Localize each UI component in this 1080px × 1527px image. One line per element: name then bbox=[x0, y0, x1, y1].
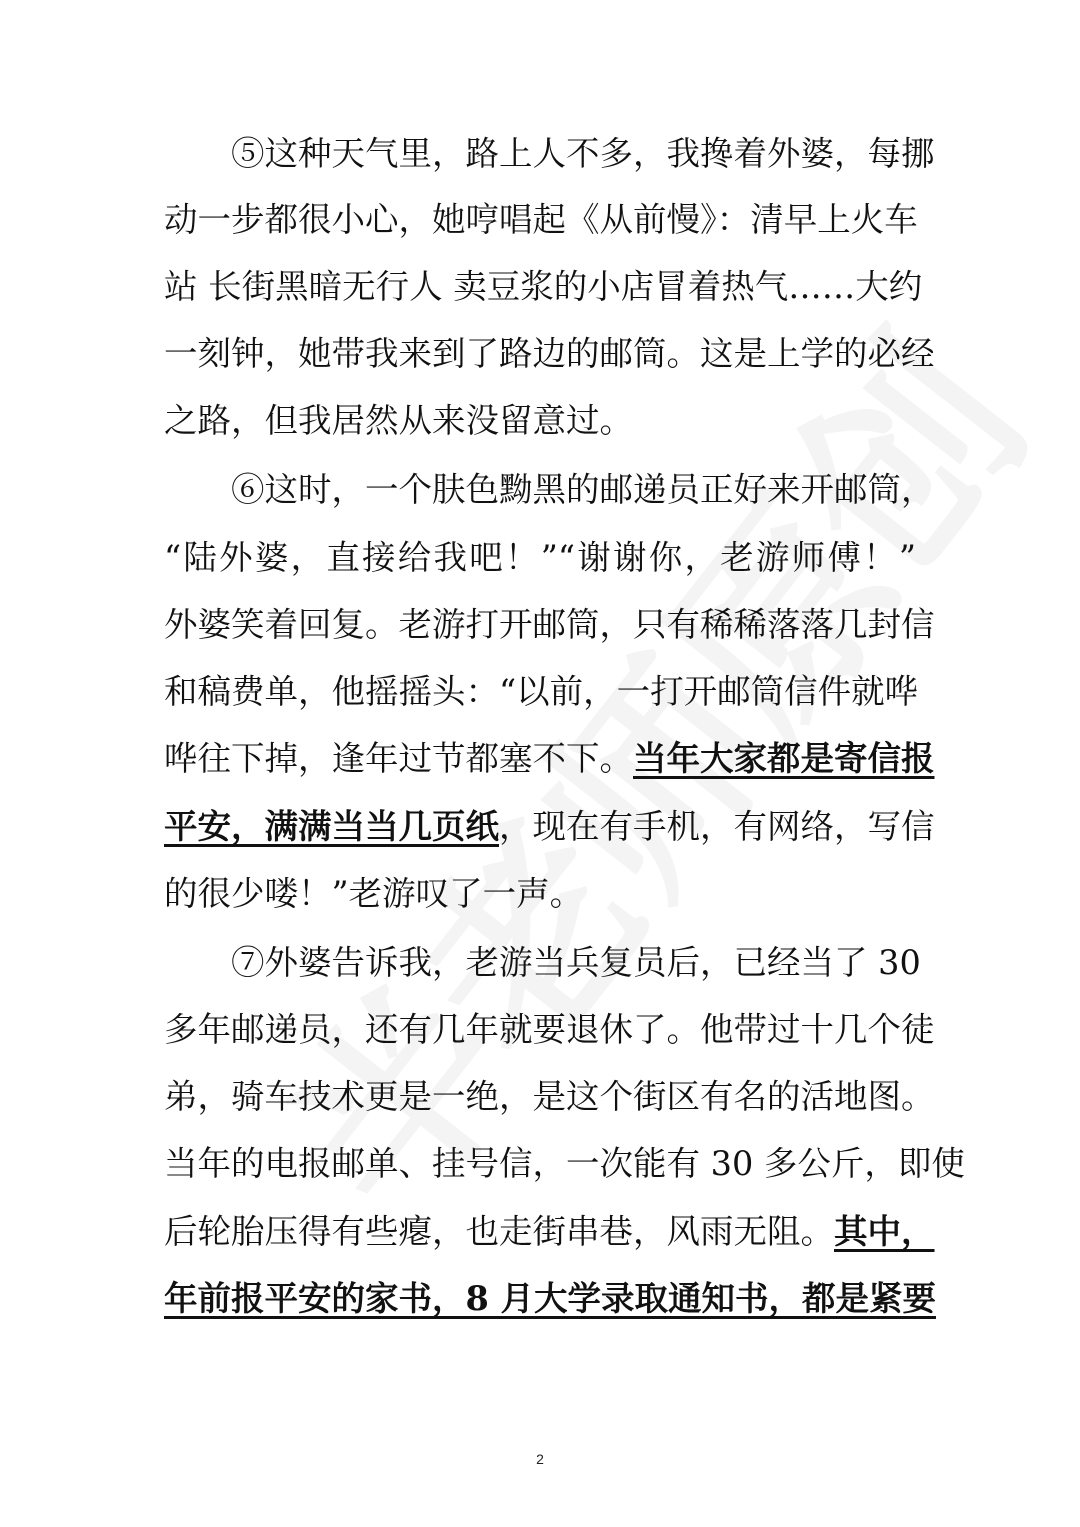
p7-line-3: 弟，骑车技术更是一绝，是这个街区有名的活地图。 bbox=[164, 1077, 935, 1116]
underlined-emphasis: 平安，满满当当几页纸 bbox=[164, 807, 499, 846]
p7-line-2: 多年邮递员，还有几年就要退休了。他带过十几个徒 bbox=[164, 1010, 935, 1049]
p7-line-6 bbox=[164, 1273, 936, 1325]
p5-line-1: ⑤这种天气里，路上人不多，我搀着外婆，每挪 bbox=[231, 134, 935, 173]
p7-line-1: ⑦外婆告诉我，老游当兵复员后，已经当了 30 bbox=[231, 943, 921, 982]
p5-line-5: 之路，但我居然从来没留意过。 bbox=[164, 401, 633, 440]
p7-line-4: 当年的电报邮单、挂号信，一次能有 30 多公斤，即使 bbox=[164, 1144, 965, 1183]
p5-line-4: 一刻钟，她带我来到了路边的邮筒。这是上学的必经 bbox=[164, 334, 935, 373]
p6-line-1: ⑥这时，一个肤色黝黑的邮递员正好来开邮筒， bbox=[231, 470, 935, 509]
page-number: 2 bbox=[536, 1451, 544, 1467]
underlined-emphasis: 年前报平安的家书，8 月大学录取通知书，都是紧要 bbox=[164, 1279, 936, 1318]
p6-line-7: 的很少喽！”老游叹了一声。 bbox=[164, 874, 584, 913]
p6-line-6: 平安，满满当当几页纸，现在有手机，有网络，写信 bbox=[164, 807, 935, 846]
p6-line-5: 哗往下掉，逢年过节都塞不下。当年大家都是寄信报 bbox=[164, 739, 935, 778]
p7-line-5: 后轮胎压得有些瘪，也走街串巷，风雨无阻。其中， bbox=[164, 1212, 935, 1251]
underlined-emphasis: 当年大家都是寄信报 bbox=[633, 739, 935, 778]
p5-line-2: 动一步都很小心，她哼唱起《从前慢》：清早上火车 bbox=[164, 200, 918, 239]
p6-line-2: “陆外婆，直接给我吧！”“谢谢你，老游师傅！” bbox=[164, 538, 916, 577]
underlined-emphasis: 其中， bbox=[834, 1212, 935, 1251]
p5-line-3: 站 长街黑暗无行人 卖豆浆的小店冒着热气……大约 bbox=[164, 267, 923, 306]
p6-line-4: 和稿费单，他摇摇头：“以前，一打开邮筒信件就哗 bbox=[164, 672, 919, 711]
p6-line-3: 外婆笑着回复。老游打开邮筒，只有稀稀落落几封信 bbox=[164, 605, 935, 644]
